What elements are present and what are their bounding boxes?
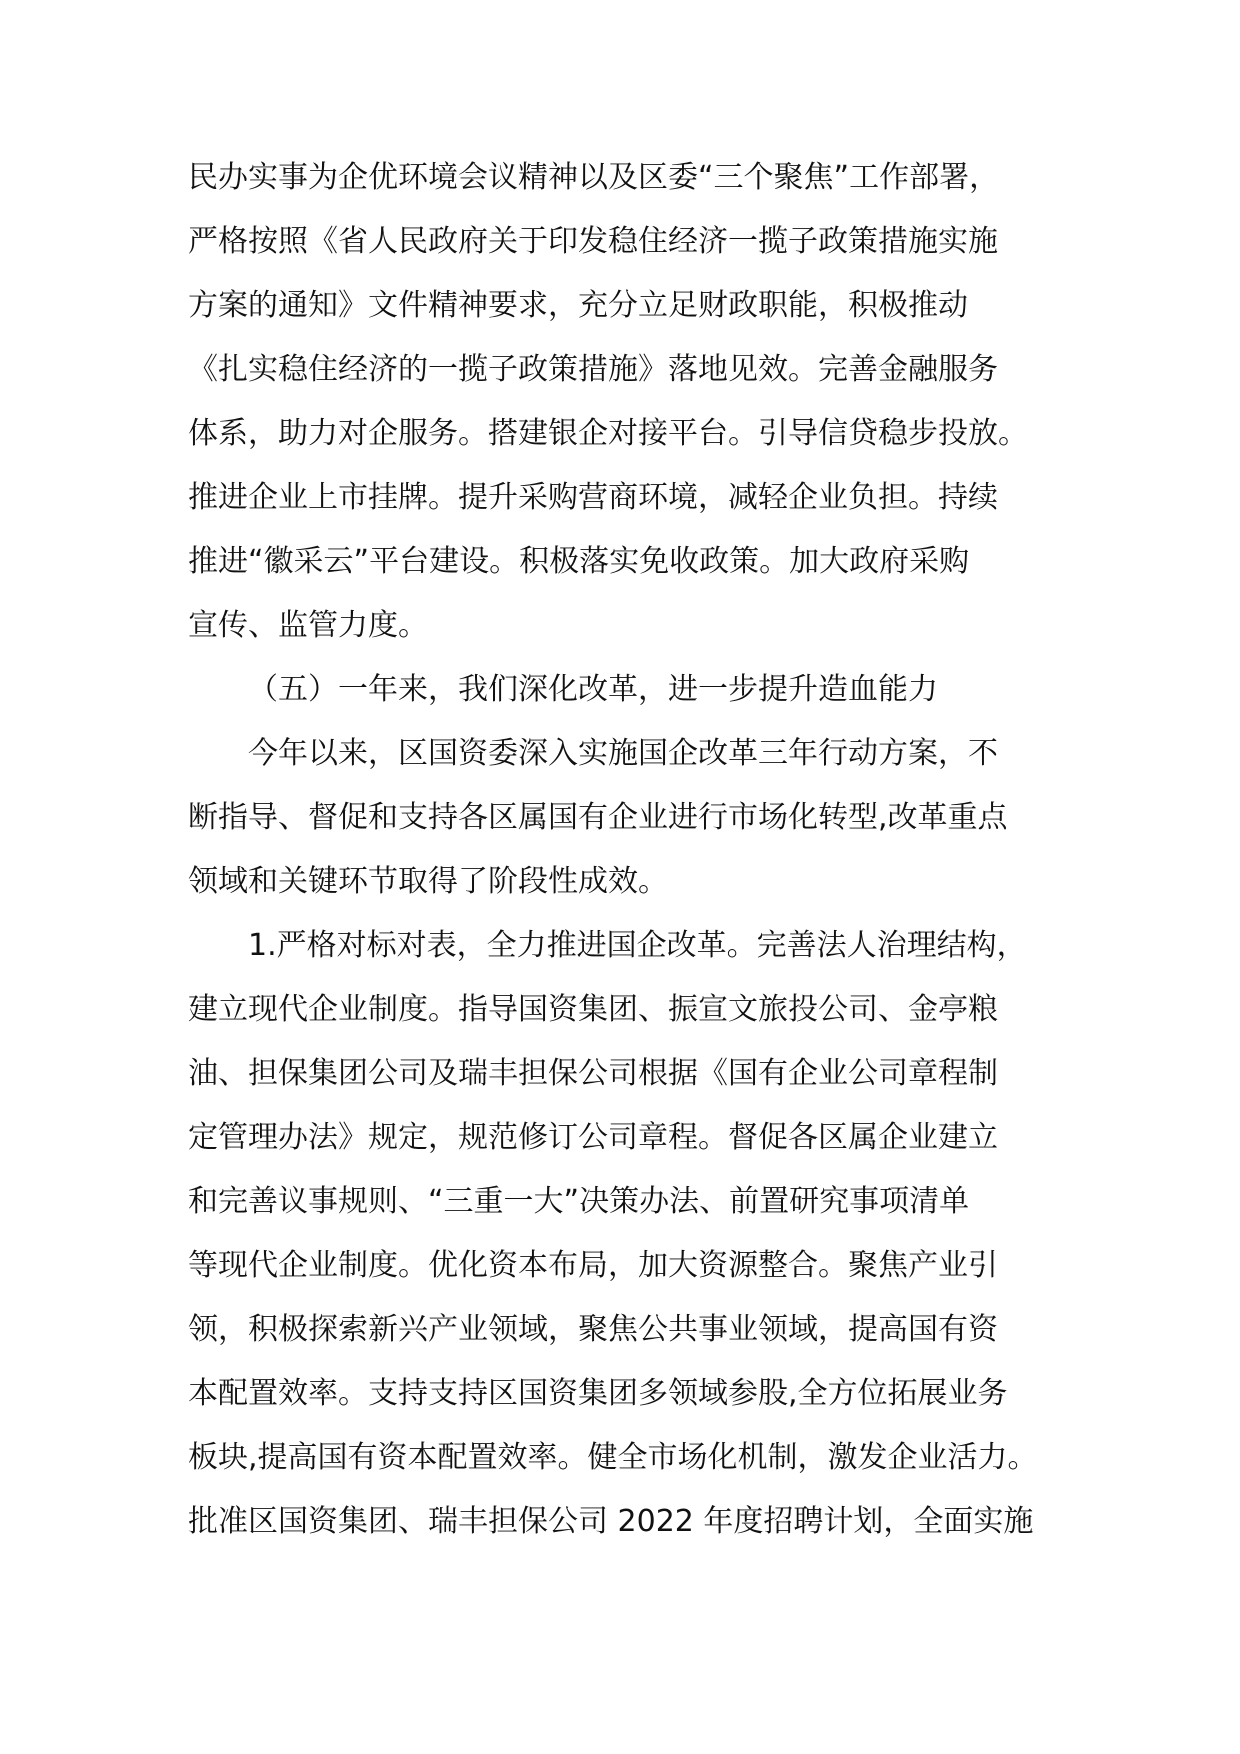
text-line: 定管理办法》规定，规范修订公司章程。督促各区属企业建立: [188, 1120, 998, 1155]
text-line: 建立现代企业制度。指导国资集团、振宣文旅投公司、金亭粮: [188, 992, 998, 1027]
section-heading: （五）一年来，我们深化改革，进一步提升造血能力: [248, 672, 938, 707]
text-line: 民办实事为企优环境会议精神以及区委“三个聚焦”工作部署，: [188, 160, 1000, 195]
text-line: 《扎实稳住经济的一揽子政策措施》落地见效。完善金融服务: [188, 352, 998, 387]
text-line: 油、担保集团公司及瑞丰担保公司根据《国有企业公司章程制: [188, 1056, 998, 1091]
text-line: 严格按照《省人民政府关于印发稳住经济一揽子政策措施实施: [188, 224, 998, 259]
text-line: 批准区国资集团、瑞丰担保公司 2022 年度招聘计划，全面实施: [188, 1504, 1034, 1539]
text-line: 本配置效率。支持支持区国资集团多领域参股,全方位拓展业务: [188, 1376, 1008, 1411]
text-line: 板块,提高国有资本配置效率。健全市场化机制，激发企业活力。: [188, 1440, 1038, 1475]
text-line: 方案的通知》文件精神要求，充分立足财政职能，积极推动: [188, 288, 968, 323]
text-line: 体系，助力对企服务。搭建银企对接平台。引导信贷稳步投放。: [188, 416, 1028, 451]
text-line: 推进“徽采云”平台建设。积极落实免收政策。加大政府采购: [188, 544, 970, 579]
text-line: 等现代企业制度。优化资本布局，加大资源整合。聚焦产业引: [188, 1248, 998, 1283]
text-line: 领域和关键环节取得了阶段性成效。: [188, 864, 668, 899]
text-line: 今年以来，区国资委深入实施国企改革三年行动方案，不: [248, 736, 998, 771]
text-line: 宣传、监管力度。: [188, 608, 428, 643]
text-line: 1.严格对标对表，全力推进国企改革。完善法人治理结构，: [248, 928, 1027, 963]
text-line: 和完善议事规则、“三重一大”决策办法、前置研究事项清单: [188, 1184, 970, 1219]
text-line: 推进企业上市挂牌。提升采购营商环境，减轻企业负担。持续: [188, 480, 998, 515]
text-line: 断指导、督促和支持各区属国有企业进行市场化转型,改革重点: [188, 800, 1008, 835]
text-line: 领，积极探索新兴产业领域，聚焦公共事业领域，提高国有资: [188, 1312, 998, 1347]
